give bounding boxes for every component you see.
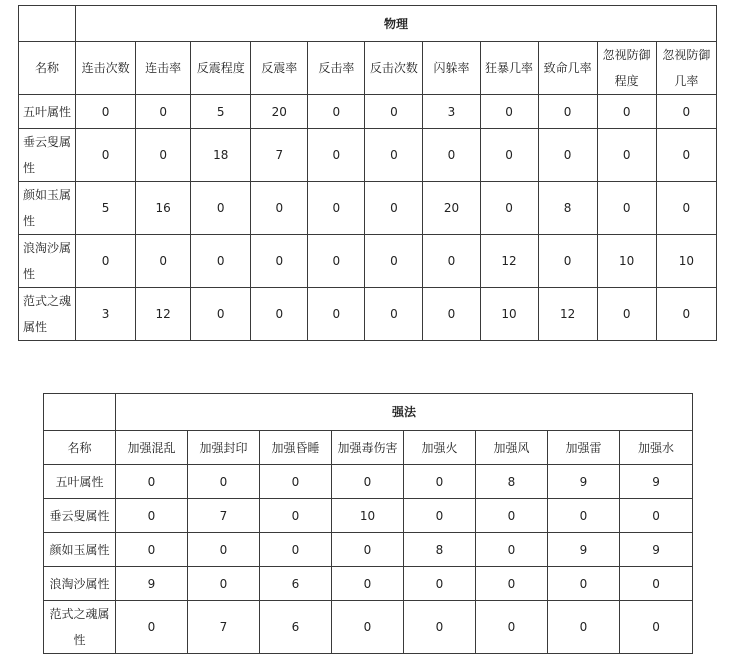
- column-header: 狂暴几率: [480, 42, 538, 95]
- table-cell: 0: [260, 499, 332, 533]
- table-cell: 0: [365, 95, 423, 129]
- table-row: [44, 465, 693, 499]
- table-row: [44, 533, 693, 567]
- table-row: [19, 182, 717, 235]
- name-header: 名称: [19, 42, 76, 95]
- table-row: [19, 95, 717, 129]
- physics-header-row: [19, 42, 717, 95]
- table-cell: 18: [191, 129, 251, 182]
- table-cell: 0: [188, 465, 260, 499]
- table-cell: 0: [136, 95, 191, 129]
- table-cell: 0: [308, 288, 365, 341]
- table-cell: 0: [480, 129, 538, 182]
- column-header: 加强雷: [548, 431, 620, 465]
- table-cell: 0: [191, 288, 251, 341]
- column-header: 忽视防御程度: [597, 42, 656, 95]
- table-cell: 12: [480, 235, 538, 288]
- table-cell: 0: [188, 567, 260, 601]
- table-row: [44, 601, 693, 654]
- table-cell: 0: [251, 182, 308, 235]
- table-cell: 7: [188, 601, 260, 654]
- table-cell: 0: [365, 129, 423, 182]
- corner-cell: [44, 394, 116, 431]
- table-cell: 0: [423, 235, 480, 288]
- table-cell: 0: [404, 601, 476, 654]
- table-cell: 0: [188, 533, 260, 567]
- table-cell: 7: [188, 499, 260, 533]
- table-cell: 0: [116, 533, 188, 567]
- column-header: 反击次数: [365, 42, 423, 95]
- table-cell: 10: [332, 499, 404, 533]
- table-cell: 3: [423, 95, 480, 129]
- table-cell: 0: [656, 95, 716, 129]
- table-row: [19, 129, 717, 182]
- table-cell: 0: [476, 533, 548, 567]
- table-cell: 10: [656, 235, 716, 288]
- magic-group-row: [44, 394, 693, 431]
- row-name: 范式之魂属性: [44, 601, 116, 654]
- row-name: 五叶属性: [44, 465, 116, 499]
- table-cell: 6: [260, 567, 332, 601]
- table-cell: 0: [538, 235, 597, 288]
- table-cell: 0: [548, 567, 620, 601]
- table-cell: 0: [480, 95, 538, 129]
- physics-group-row: [19, 6, 717, 42]
- physics-group-title: 物理: [76, 6, 717, 42]
- physics-table: [18, 5, 717, 341]
- table-cell: 0: [191, 235, 251, 288]
- table-cell: 0: [597, 95, 656, 129]
- table-cell: 0: [423, 129, 480, 182]
- table-cell: 0: [136, 129, 191, 182]
- column-header: 闪躲率: [423, 42, 480, 95]
- column-header: 加强风: [476, 431, 548, 465]
- table-row: [44, 567, 693, 601]
- magic-table: [43, 393, 693, 654]
- table-cell: 0: [404, 567, 476, 601]
- table-cell: 0: [365, 235, 423, 288]
- table-cell: 12: [538, 288, 597, 341]
- column-header: 加强混乱: [116, 431, 188, 465]
- name-header: 名称: [44, 431, 116, 465]
- table-cell: 0: [308, 182, 365, 235]
- table-cell: 0: [404, 465, 476, 499]
- table-cell: 0: [332, 465, 404, 499]
- table-cell: 0: [116, 499, 188, 533]
- table-cell: 0: [116, 465, 188, 499]
- table-cell: 0: [76, 95, 136, 129]
- row-name: 颜如玉属性: [19, 182, 76, 235]
- column-header: 加强毒伤害: [332, 431, 404, 465]
- column-header: 反震程度: [191, 42, 251, 95]
- table-cell: 8: [538, 182, 597, 235]
- column-header: 反震率: [251, 42, 308, 95]
- table-cell: 0: [404, 499, 476, 533]
- table-cell: 0: [476, 601, 548, 654]
- table-cell: 0: [597, 129, 656, 182]
- row-name: 五叶属性: [19, 95, 76, 129]
- table-cell: 0: [656, 182, 716, 235]
- column-header: 连击率: [136, 42, 191, 95]
- table-cell: 0: [251, 288, 308, 341]
- table-cell: 9: [620, 533, 693, 567]
- table-cell: 0: [332, 567, 404, 601]
- table-cell: 8: [476, 465, 548, 499]
- row-name: 范式之魂属性: [19, 288, 76, 341]
- table-cell: 0: [620, 601, 693, 654]
- column-header: 忽视防御几率: [656, 42, 716, 95]
- table-cell: 0: [656, 129, 716, 182]
- table-cell: 20: [251, 95, 308, 129]
- row-name: 颜如玉属性: [44, 533, 116, 567]
- magic-header-row: [44, 431, 693, 465]
- table-cell: 7: [251, 129, 308, 182]
- table-cell: 0: [308, 235, 365, 288]
- table-cell: 0: [597, 288, 656, 341]
- table-cell: 0: [332, 533, 404, 567]
- table-cell: 0: [548, 601, 620, 654]
- table-cell: 0: [538, 129, 597, 182]
- table-cell: 0: [251, 235, 308, 288]
- corner-cell: [19, 6, 76, 42]
- column-header: 加强水: [620, 431, 693, 465]
- table-row: [19, 288, 717, 341]
- table-cell: 0: [365, 288, 423, 341]
- table-cell: 0: [423, 288, 480, 341]
- table-row: [44, 499, 693, 533]
- table-cell: 20: [423, 182, 480, 235]
- table-cell: 0: [308, 129, 365, 182]
- table-cell: 0: [191, 182, 251, 235]
- table-cell: 0: [476, 567, 548, 601]
- table-cell: 10: [597, 235, 656, 288]
- table-cell: 5: [191, 95, 251, 129]
- table-cell: 0: [116, 601, 188, 654]
- table-cell: 0: [365, 182, 423, 235]
- table-cell: 0: [538, 95, 597, 129]
- magic-group-title: 强法: [116, 394, 693, 431]
- column-header: 反击率: [308, 42, 365, 95]
- table-cell: 9: [620, 465, 693, 499]
- table-cell: 0: [476, 499, 548, 533]
- table-cell: 5: [76, 182, 136, 235]
- table-cell: 0: [136, 235, 191, 288]
- table-cell: 6: [260, 601, 332, 654]
- table-cell: 0: [308, 95, 365, 129]
- table-cell: 0: [76, 235, 136, 288]
- row-name: 垂云叟属性: [44, 499, 116, 533]
- table-cell: 0: [260, 533, 332, 567]
- column-header: 加强封印: [188, 431, 260, 465]
- table-cell: 0: [480, 182, 538, 235]
- table-cell: 0: [332, 601, 404, 654]
- column-header: 加强火: [404, 431, 476, 465]
- table-cell: 9: [548, 465, 620, 499]
- table-cell: 0: [656, 288, 716, 341]
- table-cell: 12: [136, 288, 191, 341]
- column-header: 致命几率: [538, 42, 597, 95]
- table-cell: 8: [404, 533, 476, 567]
- table-cell: 10: [480, 288, 538, 341]
- table-cell: 9: [548, 533, 620, 567]
- table-cell: 0: [620, 499, 693, 533]
- column-header: 连击次数: [76, 42, 136, 95]
- table-cell: 0: [76, 129, 136, 182]
- table-cell: 0: [597, 182, 656, 235]
- table-cell: 3: [76, 288, 136, 341]
- table-row: [19, 235, 717, 288]
- column-header: 加强昏睡: [260, 431, 332, 465]
- row-name: 垂云叟属性: [19, 129, 76, 182]
- table-cell: 0: [260, 465, 332, 499]
- table-cell: 0: [620, 567, 693, 601]
- table-cell: 9: [116, 567, 188, 601]
- row-name: 浪淘沙属性: [19, 235, 76, 288]
- table-cell: 16: [136, 182, 191, 235]
- table-cell: 0: [548, 499, 620, 533]
- row-name: 浪淘沙属性: [44, 567, 116, 601]
